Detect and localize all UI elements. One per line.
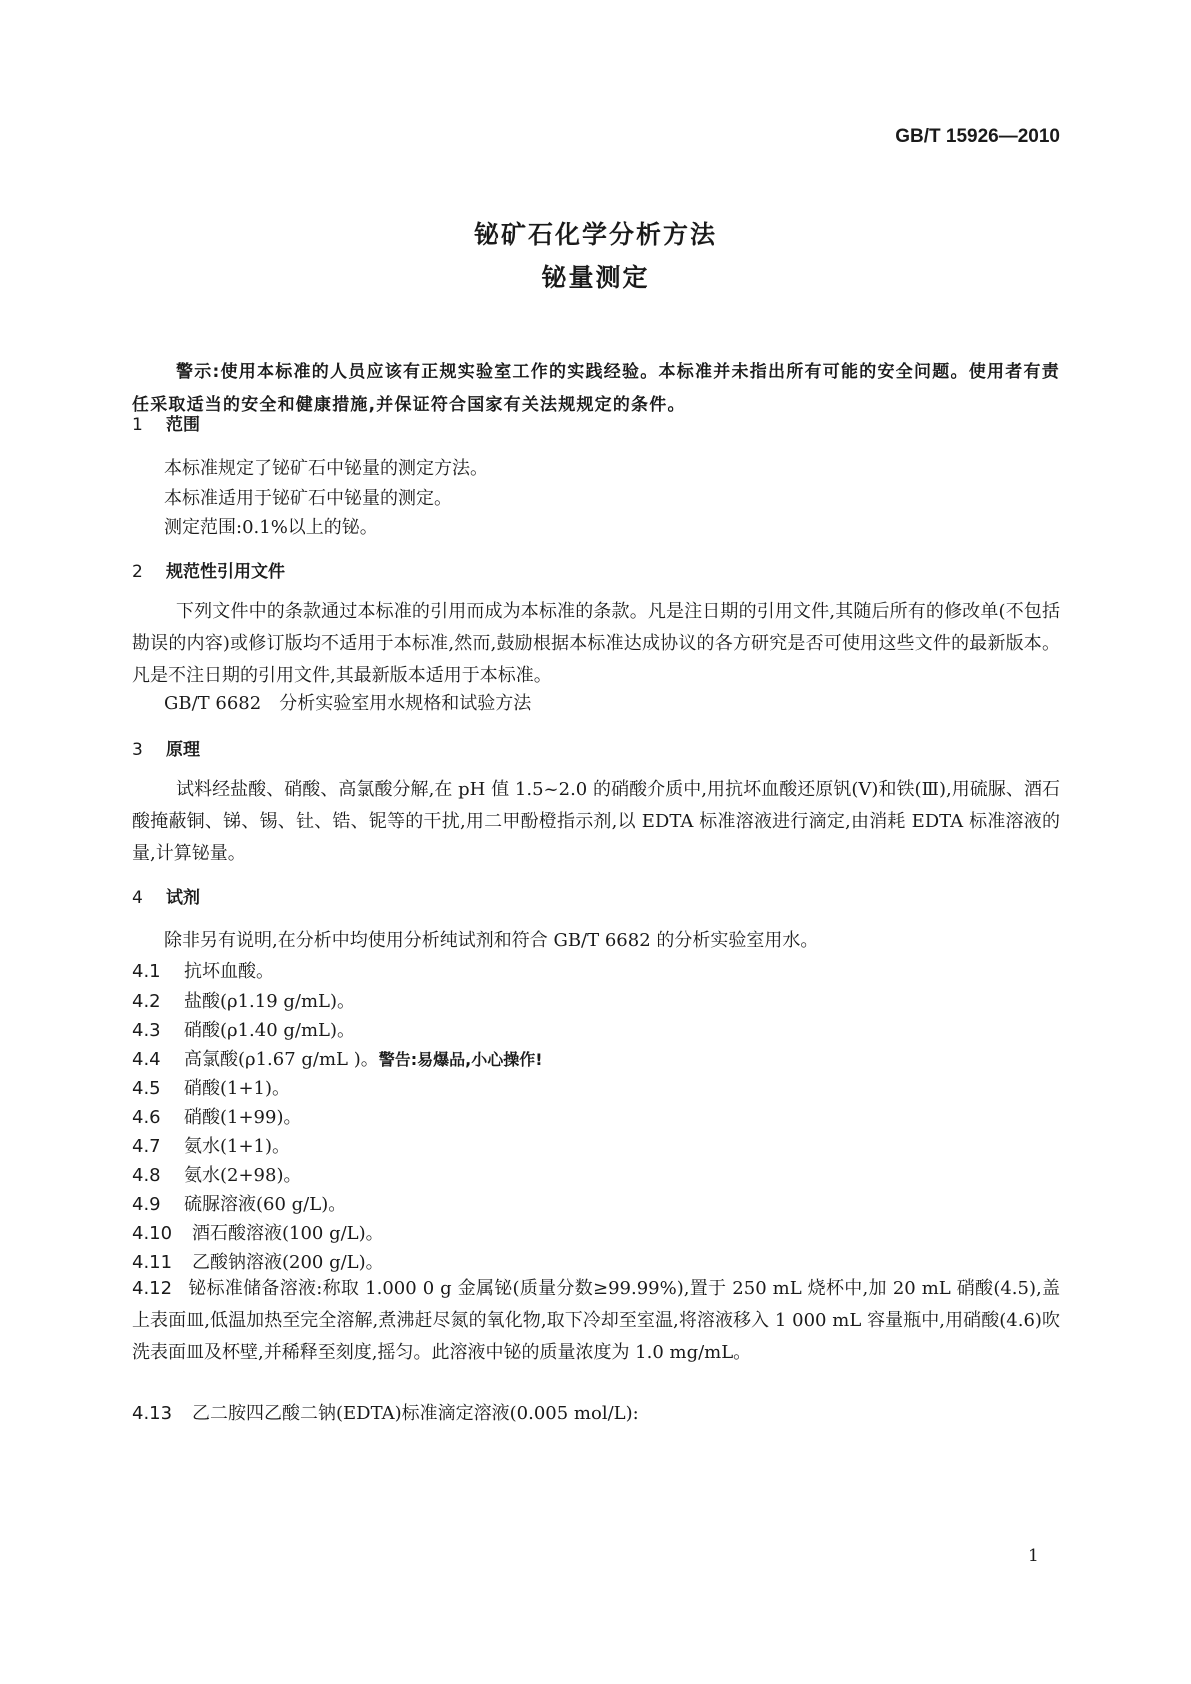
item-text: 盐酸(ρ1.19 g/mL)。 [184,991,356,1012]
principle-paragraph: 试料经盐酸、硝酸、高氯酸分解,在 pH 值 1.5~2.0 的硝酸介质中,用抗坏血酸还原钒(V)和铁(Ⅲ),用硫脲、酒石酸掩蔽铜、锑、锡、钍、锆、铌等的干扰,用二甲酚橙指示剂,以 EDTA 标准溶液进行滴定,由消耗 EDTA 标准溶液的量,计算铋量。 [132,779,1060,864]
document-title: 铋矿石化学分析方法 [473,220,717,249]
item-number: 4.12 [132,1278,173,1299]
item-number: 4.10 [132,1223,173,1244]
item-number: 4.3 [132,1020,161,1041]
item-text: 硝酸(1+99)。 [184,1107,302,1128]
section-heading-principle [132,735,200,760]
reagent-item [132,1016,355,1042]
reagent-item [132,1248,384,1274]
section-number: 2 [132,562,143,582]
item-number: 4.11 [132,1252,173,1273]
reagent-item [132,1219,384,1245]
item-text: 高氯酸(ρ1.67 g/mL )。 [184,1049,379,1070]
item-number: 4.8 [132,1165,161,1186]
reference-item: GB/T 6682 分析实验室用水规格和试验方法 [164,693,532,714]
reagent-item [132,1132,290,1158]
reagent-item [132,1399,639,1425]
explosive-warning: 警告:易爆品,小心操作! [378,1050,543,1069]
reagent-item [132,1074,290,1100]
item-text: 硝酸(ρ1.40 g/mL)。 [184,1020,356,1041]
section-heading-reagents [132,883,200,908]
safety-warning: 警示:使用本标准的人员应该有正规实验室工作的实践经验。本标准并未指出所有可能的安全问题。使用者有责任采取适当的安全和健康措施,并保证符合国家有关法规规定的条件。 [132,362,1060,415]
reagent-item [132,1190,346,1216]
section-title: 原理 [166,740,200,760]
item-number: 4.1 [132,961,161,982]
item-text: 抗坏血酸。 [184,961,274,982]
section-title: 试剂 [166,888,200,908]
item-text: 酒石酸溶液(100 g/L)。 [192,1223,384,1244]
scope-line: 测定范围:0.1%以上的铋。 [164,517,378,538]
reagent-item [132,1045,543,1071]
item-text: 硫脲溶液(60 g/L)。 [184,1194,347,1215]
item-number: 4.6 [132,1107,161,1128]
item-text: 乙酸钠溶液(200 g/L)。 [192,1252,384,1273]
reagent-item-multiline [132,1273,1060,1369]
document-subtitle: 铋量测定 [541,263,650,292]
item-text: 乙二胺四乙酸二钠(EDTA)标准滴定溶液(0.005 mol/L): [192,1403,639,1424]
item-number: 4.9 [132,1194,161,1215]
item-number: 4.13 [132,1403,173,1424]
page-number: 1 [1028,1546,1039,1566]
item-number: 4.7 [132,1136,161,1157]
section-title: 规范性引用文件 [166,562,285,582]
item-number: 4.5 [132,1078,161,1099]
reagents-intro: 除非另有说明,在分析中均使用分析纯试剂和符合 GB/T 6682 的分析实验室用水。 [164,930,819,951]
section-heading-scope [132,410,200,435]
section-number: 3 [132,740,143,760]
section-title: 范围 [166,415,200,435]
reagent-item [132,1161,301,1187]
section-number: 1 [132,415,143,435]
scope-line: 本标准规定了铋矿石中铋量的测定方法。 [164,458,488,479]
reagent-item [132,1103,301,1129]
section-number: 4 [132,888,143,908]
reagent-item [132,957,274,983]
item-number: 4.2 [132,991,161,1012]
item-number: 4.4 [132,1049,161,1070]
item-text: 铋标准储备溶液:称取 1.000 0 g 金属铋(质量分数≥99.99%),置于 250 mL 烧杯中,加 20 mL 硝酸(4.5),盖上表面皿,低温加热至完全溶解,煮沸赶尽氮的氧化物,取下冷却至室温,将溶液移入 1 000 mL 容量瓶中,用硝酸(4.6)吹洗表面皿及杯壁,并稀释至刻度,摇匀。此溶液中铋的质量浓度为 1.0 mg/mL。 [132,1278,1060,1363]
section-heading-references [132,557,285,582]
references-paragraph: 下列文件中的条款通过本标准的引用而成为本标准的条款。凡是注日期的引用文件,其随后所有的修改单(不包括勘误的内容)或修订版均不适用于本标准,然而,鼓励根据本标准达成协议的各方研究是否可使用这些文件的最新版本。凡是不注日期的引用文件,其最新版本适用于本标准。 [132,601,1060,686]
reagent-item [132,987,355,1013]
item-text: 硝酸(1+1)。 [184,1078,291,1099]
scope-line: 本标准适用于铋矿石中铋量的测定。 [164,488,452,509]
item-text: 氨水(1+1)。 [184,1136,291,1157]
standard-number: GB/T 15926—2010 [895,126,1060,147]
item-text: 氨水(2+98)。 [184,1165,302,1186]
